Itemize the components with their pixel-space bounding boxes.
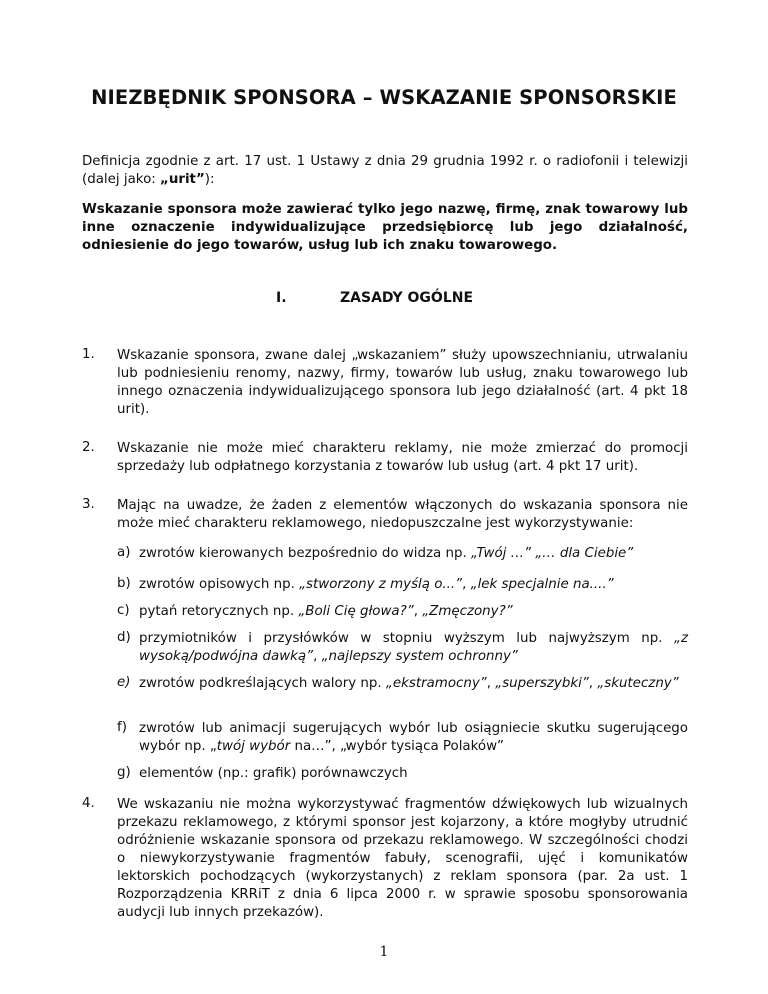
definition-intro (82, 153, 688, 189)
sub-item-c (117, 603, 688, 621)
item-text: Wskazanie sponsora, zwane dalej „wskazaniem” służy upowszechnianiu, utrwalaniu lub podniesieniu renomy, nazwy, firmy, towarów lub usług, znaku towarowego lub innego oznaczenia indywidualizującego sponsora lub jego działalność (art. 4 pkt 18 urit). (117, 348, 688, 417)
sub-item-example: „skuteczny” (597, 676, 679, 691)
section-number: I. (276, 290, 287, 306)
sub-item-g (117, 765, 688, 783)
sub-item-example: „z wysoką/podwójna dawką” (139, 631, 688, 664)
page-number: 1 (379, 944, 389, 960)
sub-item-example: „najlepszy system ochronny” (321, 649, 518, 664)
list-item (82, 347, 688, 419)
item-number: 3. (82, 497, 95, 512)
sub-item-f (117, 720, 688, 756)
sub-item-example: „wybór tysiąca Polaków” (340, 739, 504, 754)
sub-item-text: elementów (np.: grafik) porównawczych (139, 766, 408, 781)
definition-tail: ): (204, 172, 215, 187)
item-text: Mając na uwadze, że żaden z elementów włączonych do wskazania sponsora nie może mieć charakteru reklamowego, niedopuszczalne jest wykorzystywanie: (117, 498, 688, 531)
item-number: 1. (82, 347, 95, 362)
list-item (82, 440, 688, 476)
sub-item-example: „Zmęczony?” (422, 604, 513, 619)
sub-item-example: „superszybki” (495, 676, 589, 691)
separator: , (313, 649, 322, 664)
sub-item-text-rest: na…”, (290, 739, 341, 754)
separator: , (413, 604, 423, 619)
definition-abbr: „urit” (160, 172, 205, 187)
sub-item-label: a) (117, 545, 131, 560)
sub-item-text: zwrotów opisowych np. (139, 577, 300, 592)
item-number: 2. (82, 440, 95, 455)
definition-text: Wskazanie sponsora może zawierać tylko jego nazwę, firmę, znak towarowy lub inne oznaczenie indywidualizujące przedsiębiorcę lub jego działalność, odniesienie do jego towarów, usług lub ich znaku towarowego. (82, 202, 688, 253)
sub-item-label: f) (117, 720, 127, 735)
sub-item-e (117, 675, 688, 693)
separator: , (588, 676, 598, 691)
sub-item-text: pytań retorycznych np. (139, 604, 299, 619)
sub-item-example: „lek specjalnie na....” (470, 577, 614, 592)
sub-item-text: zwrotów podkreślających walory np. (139, 676, 386, 691)
list-item (82, 497, 688, 533)
sub-item-label: c) (117, 603, 130, 618)
separator: , (462, 577, 471, 592)
sub-item-d (117, 630, 688, 666)
sub-item-label: e) (117, 675, 131, 690)
sub-item-text: przymiotników i przysłówków w stopniu wyższym lub najwyższym np. (139, 631, 675, 646)
sub-item-b (117, 576, 688, 594)
item-number: 4. (82, 796, 95, 811)
sub-item-example: „stworzony z myślą o...” (299, 577, 463, 592)
separator: , (486, 676, 496, 691)
document-title: NIEZBĘDNIK SPONSORA – WSKAZANIE SPONSORSKIE (91, 86, 677, 109)
sub-item-example: „Twój …” „… dla Ciebie” (470, 546, 634, 561)
list-item (82, 796, 688, 922)
sub-item-label: g) (117, 765, 131, 780)
sub-item-example: twój wybór (216, 739, 291, 754)
sub-item-a (117, 545, 688, 563)
item-text: Wskazanie nie może mieć charakteru reklamy, nie może zmierzać do promocji sprzedaży lub odpłatnego korzystania z towarów lub usług (art. 4 pkt 17 urit). (117, 441, 688, 474)
definition-lead: Definicja zgodnie z art. 17 ust. 1 Ustawy z dnia 29 grudnia 1992 r. o radiofonii i telewizji (dalej jako: (82, 154, 688, 187)
item-text: We wskazaniu nie można wykorzystywać fragmentów dźwiękowych lub wizualnych przekazu reklamowego, z którymi sponsor jest kojarzony, a które mogłyby utrudnić odróżnienie wskazanie sponsora od przekazu reklamowego. W szczególności chodzi o niewykorzystywanie fragmentów fabuły, scenografii, ujęć i komunikatów lektorskich pochodzących (wykorzystanych) z reklam sponsora (par. 2a ust. 1 Rozporządzenia KRRiT z dnia 6 lipca 2000 r. w sprawie sposobu sponsorowania audycji lub innych przekazów). (117, 797, 688, 920)
sub-item-text: zwrotów kierowanych bezpośrednio do widza np. (139, 546, 471, 561)
sub-item-example: „ekstramocny” (385, 676, 487, 691)
quote-open: „ (209, 739, 217, 754)
sub-item-label: d) (117, 630, 131, 645)
sub-item-example: „Boli Cię głowa?” (298, 604, 414, 619)
sub-item-text: zwrotów lub animacji sugerujących wybór lub osiągniecie skutku sugerującego wybór np. (139, 721, 688, 754)
section-title: ZASADY OGÓLNE (340, 290, 474, 306)
sub-item-label: b) (117, 576, 131, 591)
